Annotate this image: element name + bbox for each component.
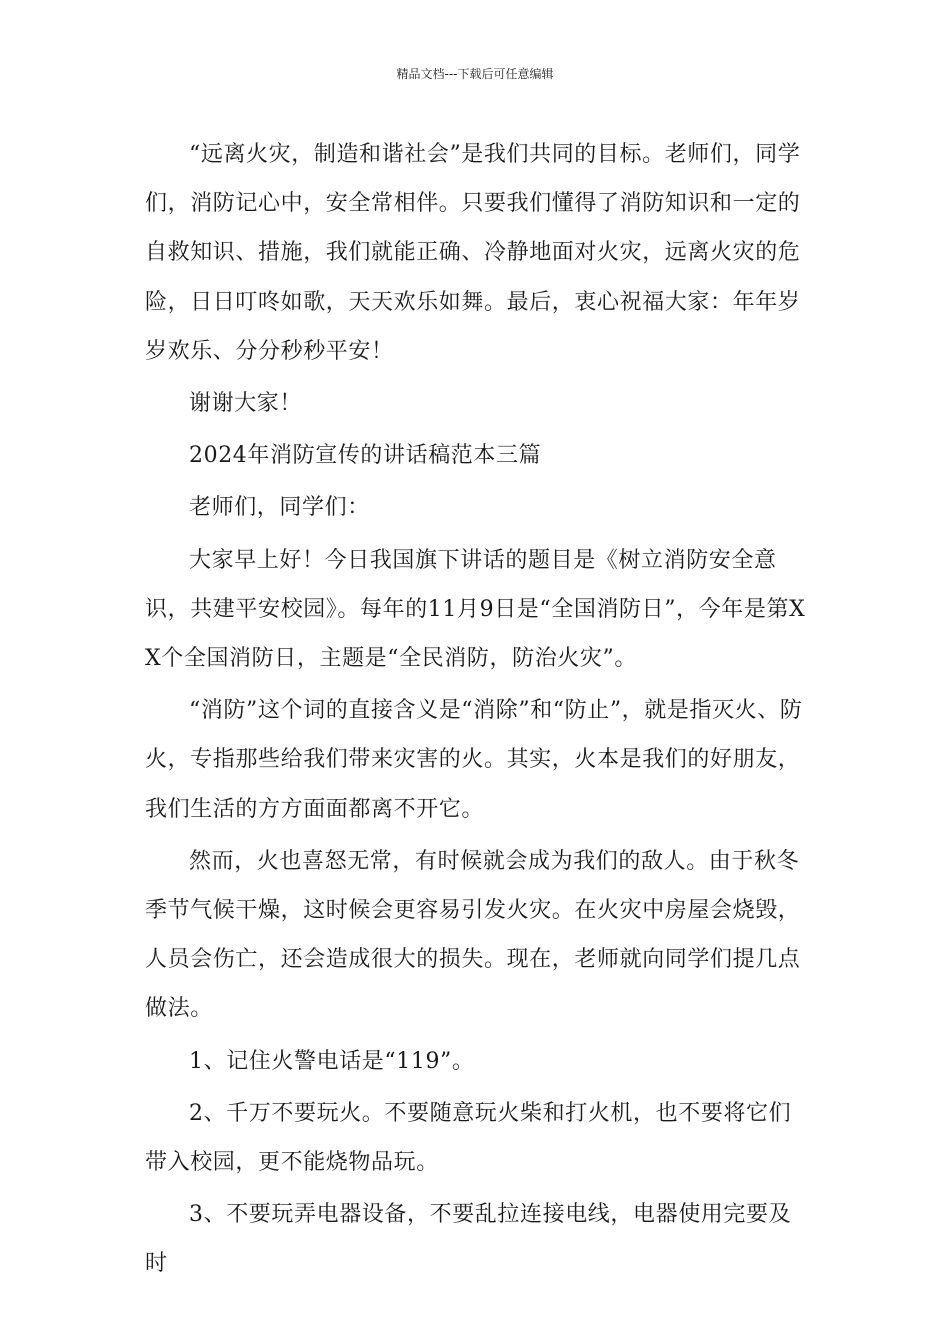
document-body [145, 130, 809, 1292]
list-item-2: 2、千万不要玩火。不要随意玩火柴和打火机，也不要将它们带入校园，更不能烧物品玩。 [145, 1100, 792, 1176]
list-item-1: 1、记住火警电话是“119”。 [189, 1048, 475, 1074]
paragraph-definition: “消防”这个词的直接含义是“消除”和“防止”，就是指灭火、防火，专指那些给我们带来灾害的火。其实，火本是我们的好朋友，我们生活的方方面面都离不开它。 [145, 698, 803, 822]
paragraph-danger: 然而，火也喜怒无常，有时候就会成为我们的敌人。由于秋冬季节气候干燥，这时候会更容易引发火灾。在火灾中房屋会烧毁，人员会伤亡，还会造成很大的损失。现在，老师就向同学们提几点做法。 [145, 848, 801, 1022]
page-header: 精品文档---下载后可任意编辑 [396, 67, 554, 81]
paragraph-closing: “远离火灾，制造和谐社会”是我们共同的目标。老师们，同学们，消防记心中，安全常相伴。只要我们懂得了消防知识和一定的自救知识、措施，我们就能正确、冷静地面对火灾，远离火灾的危险，日日叮咚如歌，天天欢乐如舞。最后，衷心祝福大家：年年岁岁欢乐、分分秒秒平安！ [145, 142, 801, 364]
paragraph-greeting: 大家早上好！今日我国旗下讲话的题目是《树立消防安全意识，共建平安校园》。每年的11月9日是“全国消防日”，今年是第XX个全国消防日，主题是“全民消防，防治火灾”。 [145, 547, 806, 672]
paragraph-thanks: 谢谢大家！ [189, 391, 303, 417]
paragraph-salutation: 老师们，同学们： [189, 495, 370, 521]
list-item-3: 3、不要玩弄电器设备，不要乱拉连接电线，电器使用完要及时 [145, 1202, 792, 1277]
section-title: 2024年消防宣传的讲话稿范本三篇 [189, 443, 542, 469]
